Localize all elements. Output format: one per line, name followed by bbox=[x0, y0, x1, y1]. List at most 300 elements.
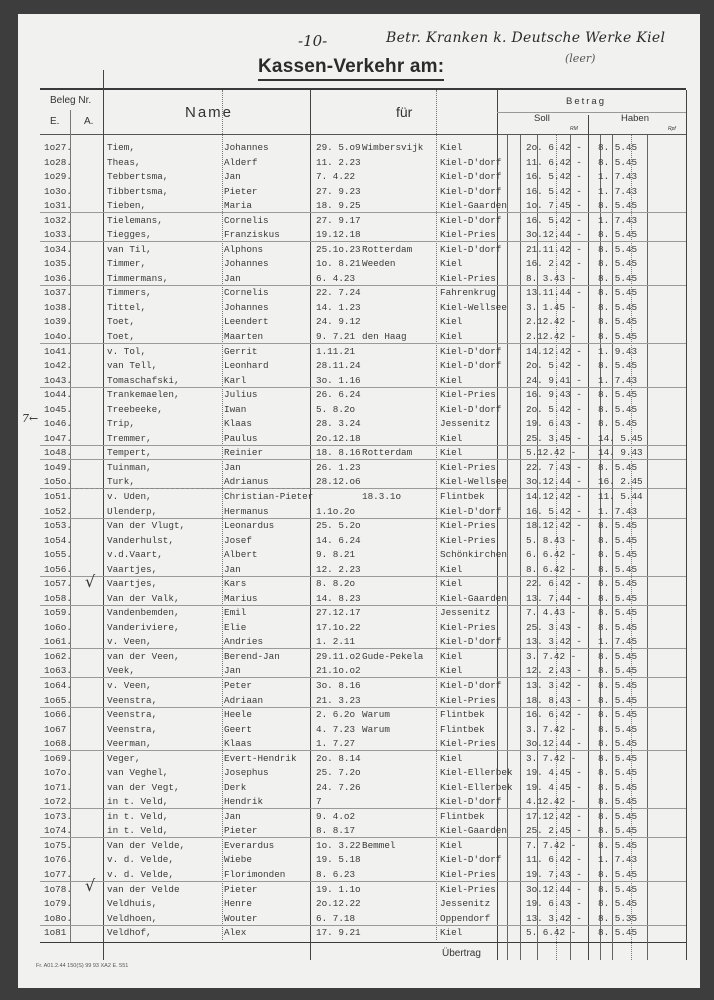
ledger-row bbox=[0, 621, 714, 635]
haben-amount: 8. 5.45 bbox=[598, 665, 638, 677]
given-name: Peter bbox=[224, 679, 252, 691]
residence: Flintbek bbox=[440, 723, 485, 735]
birth-date: 2o.12.22 bbox=[316, 898, 361, 910]
residence: Kiel-D'dorf bbox=[440, 403, 502, 415]
soll-amount: 19. 7.43 - bbox=[526, 869, 582, 880]
haben-amount: 8. 5.45 bbox=[598, 243, 638, 255]
residence: Fahrenkrug bbox=[440, 287, 496, 299]
haben-amount: 14. 5.45 bbox=[598, 432, 643, 444]
ledger-row bbox=[0, 563, 714, 577]
haben-amount: 1. 7.43 bbox=[598, 214, 638, 226]
residence: Kiel-D'dorf bbox=[440, 214, 502, 226]
haben-amount: 8. 5.45 bbox=[598, 927, 638, 939]
given-name: Cornelis bbox=[224, 214, 269, 226]
haben-amount: 8. 5.45 bbox=[598, 694, 638, 706]
given-name: Andries bbox=[224, 636, 264, 648]
surname: Timmers, bbox=[107, 287, 152, 299]
haben-amount: 8. 5.35 bbox=[598, 912, 638, 924]
birth-date: 27. 9.17 bbox=[316, 214, 361, 226]
surname: Treebeeke, bbox=[107, 403, 163, 415]
surname: in t. Veld, bbox=[107, 810, 169, 822]
beleg-number: 1o42. bbox=[44, 360, 72, 372]
given-name: Adrianus bbox=[224, 476, 269, 488]
soll-amount: 22. 6.42 - bbox=[526, 578, 582, 590]
ledger-row bbox=[0, 839, 714, 853]
birth-date: 11. 2.23 bbox=[316, 156, 361, 168]
beleg-number: 1o49. bbox=[44, 461, 72, 473]
beleg-number: 1o73. bbox=[44, 810, 72, 822]
surname: Veek, bbox=[107, 665, 135, 677]
haben-amount: 8. 5.45 bbox=[598, 796, 638, 808]
surname: v. Veen, bbox=[107, 636, 152, 648]
soll-unit-label: RM bbox=[570, 126, 578, 132]
soll-amount: 13. 3.42 - bbox=[526, 912, 582, 924]
soll-amount: 3o.12.44 - bbox=[526, 476, 582, 488]
residence: Jessenitz bbox=[440, 418, 491, 430]
ledger-row bbox=[0, 752, 714, 766]
given-name: Marius bbox=[224, 592, 258, 604]
haben-amount: 1. 7.43 bbox=[598, 854, 638, 866]
col-header-name: Name bbox=[185, 104, 234, 121]
birth-date: 14. 1.23 bbox=[316, 301, 361, 313]
birth-date: 2o.12.18 bbox=[316, 432, 361, 444]
surname: Vanderiviere, bbox=[107, 621, 180, 633]
haben-amount: 8. 5.45 bbox=[598, 156, 638, 168]
soll-amount: 16. 5.42 - bbox=[526, 185, 582, 197]
beleg-number: 1o28. bbox=[44, 156, 72, 168]
surname: Van der Vlugt, bbox=[107, 520, 186, 532]
given-name: Josephus bbox=[224, 767, 269, 779]
surname: Veenstra, bbox=[107, 723, 158, 735]
given-name: Berend-Jan bbox=[224, 650, 280, 662]
given-name: Franziskus bbox=[224, 229, 280, 241]
surname: Timmermans, bbox=[107, 272, 169, 284]
residence: Kiel-D'dorf bbox=[440, 360, 502, 372]
given-name: Alphons bbox=[224, 243, 264, 255]
ledger-row bbox=[0, 912, 714, 926]
given-name: Pieter bbox=[224, 185, 258, 197]
surname: Van der Velde, bbox=[107, 839, 186, 851]
given-name: Florimonden bbox=[224, 869, 286, 880]
ledger-row bbox=[0, 403, 714, 417]
birth-date: 26. 6.24 bbox=[316, 389, 361, 401]
beleg-number: 1o36. bbox=[44, 272, 72, 284]
beleg-number: 1o55. bbox=[44, 549, 72, 561]
birth-date: 3o. 1.16 bbox=[316, 374, 361, 386]
soll-amount: 11. 6.42 - bbox=[526, 854, 582, 866]
residence: Flintbek bbox=[440, 709, 485, 721]
given-name: Adriaan bbox=[224, 694, 264, 706]
residence: Kiel-Pries bbox=[440, 869, 496, 880]
ledger-row bbox=[0, 548, 714, 562]
surname: Vandenbemden, bbox=[107, 607, 180, 619]
birth-date: 6. 7.18 bbox=[316, 912, 356, 924]
haben-amount: 8. 5.45 bbox=[598, 578, 638, 590]
soll-amount: 16. 5.42 - bbox=[526, 171, 582, 183]
birth-date: 9. 7.21 bbox=[316, 331, 356, 343]
birth-date: 17. 9.21 bbox=[316, 927, 361, 939]
given-name: Johannes bbox=[224, 301, 269, 313]
birth-date: 29. 5.o9 bbox=[316, 142, 361, 153]
given-name: Heele bbox=[224, 709, 252, 721]
residence: Kiel bbox=[440, 578, 463, 590]
soll-amount: 25. 2.45 - bbox=[526, 825, 582, 837]
haben-amount: 8. 5.45 bbox=[598, 621, 638, 633]
haben-amount: 8. 5.45 bbox=[598, 723, 638, 735]
residence: Kiel bbox=[440, 839, 463, 851]
haben-amount: 8. 5.45 bbox=[598, 679, 638, 691]
residence: Kiel-D'dorf bbox=[440, 243, 502, 255]
birth-place: Warum bbox=[362, 723, 390, 735]
given-name: Alderf bbox=[224, 156, 258, 168]
residence: Kiel bbox=[440, 432, 463, 444]
birth-place: Bemmel bbox=[362, 839, 396, 851]
residence: Jessenitz bbox=[440, 607, 491, 619]
beleg-number: 1o41. bbox=[44, 345, 72, 357]
beleg-number: 1o8o. bbox=[44, 912, 72, 924]
birth-date: 28.11.24 bbox=[316, 360, 361, 372]
residence: Kiel-D'dorf bbox=[440, 345, 502, 357]
soll-amount: 7. 4.43 - bbox=[526, 607, 577, 619]
given-name: Paulus bbox=[224, 432, 258, 444]
surname: in t. Veld, bbox=[107, 825, 169, 837]
birth-place: 18.3.1o bbox=[362, 490, 402, 502]
residence: Kiel-Pries bbox=[440, 534, 496, 546]
beleg-number: 1o54. bbox=[44, 534, 72, 546]
surname: Veldhuis, bbox=[107, 898, 158, 910]
given-name: Karl bbox=[224, 374, 247, 386]
ledger-row bbox=[0, 737, 714, 751]
surname: Tiem, bbox=[107, 142, 135, 153]
soll-amount: 3. 7.42 - bbox=[526, 752, 577, 764]
residence: Kiel-D'dorf bbox=[440, 636, 502, 648]
soll-amount: 13. 3.42 - bbox=[526, 679, 582, 691]
beleg-number: 1o43. bbox=[44, 374, 72, 386]
margin-mark: 7← bbox=[22, 412, 39, 425]
given-name: Reinier bbox=[224, 447, 264, 459]
birth-date: 28.12.o6 bbox=[316, 476, 361, 488]
print-code: Fr. A01.2.44 150(S) 99 93 XA2 E. 551 bbox=[36, 963, 129, 969]
residence: Kiel bbox=[440, 927, 463, 939]
betrag-sub-rule bbox=[497, 112, 686, 113]
birth-date: 25.1o.23 bbox=[316, 243, 361, 255]
haben-amount: 1. 7.43 bbox=[598, 374, 638, 386]
surname: Veldhof, bbox=[107, 927, 152, 939]
haben-amount: 8. 5.45 bbox=[598, 461, 638, 473]
soll-amount: 16. 5.42 - bbox=[526, 505, 582, 517]
ledger-row bbox=[0, 853, 714, 867]
birth-date: 7. 4.22 bbox=[316, 171, 356, 183]
ledger-row bbox=[0, 315, 714, 329]
haben-amount: 11. 5.44 bbox=[598, 490, 643, 502]
haben-amount: 16. 2.45 bbox=[598, 476, 643, 488]
residence: Kiel bbox=[440, 258, 463, 270]
birth-place: Warum bbox=[362, 709, 390, 721]
given-name: Everardus bbox=[224, 839, 275, 851]
birth-date: 7 bbox=[316, 796, 322, 808]
header-bottom-rule bbox=[40, 134, 686, 135]
beleg-number: 1o64. bbox=[44, 679, 72, 691]
residence: Kiel-Pries bbox=[440, 694, 496, 706]
soll-amount: 22. 7.43 - bbox=[526, 461, 582, 473]
beleg-number: 1o5o. bbox=[44, 476, 72, 488]
soll-amount: 2o. 5.42 - bbox=[526, 403, 582, 415]
soll-amount: 19. 6.43 - bbox=[526, 418, 582, 430]
given-name: Evert-Hendrik bbox=[224, 752, 297, 764]
soll-amount: 25. 3.45 - bbox=[526, 432, 582, 444]
haben-amount: 8. 5.45 bbox=[598, 563, 638, 575]
ledger-row bbox=[0, 635, 714, 649]
ledger-row bbox=[0, 824, 714, 838]
surname: Tempert, bbox=[107, 447, 152, 459]
beleg-number: 1o71. bbox=[44, 781, 72, 793]
soll-amount: 16. 6.42 - bbox=[526, 709, 582, 721]
given-name: Pieter bbox=[224, 825, 258, 837]
ledger-row bbox=[0, 883, 714, 897]
residence: Kiel bbox=[440, 331, 463, 343]
ledger-row bbox=[0, 810, 714, 824]
given-name: Iwan bbox=[224, 403, 247, 415]
birth-date: 2. 6.2o bbox=[316, 709, 356, 721]
ledger-row bbox=[0, 417, 714, 431]
residence: Schönkirchen bbox=[440, 549, 507, 561]
residence: Kiel-D'dorf bbox=[440, 854, 502, 866]
ledger-row bbox=[0, 766, 714, 780]
ledger-row bbox=[0, 650, 714, 664]
haben-amount: 8. 5.45 bbox=[598, 607, 638, 619]
birth-date: 1.1o.2o bbox=[316, 505, 356, 517]
soll-amount: 19. 4.45 - bbox=[526, 767, 582, 779]
soll-amount: 2o. 6.42 - bbox=[526, 142, 582, 153]
haben-amount: 1. 7.45 bbox=[598, 636, 638, 648]
given-name: Geert bbox=[224, 723, 252, 735]
col-header-e: E. bbox=[50, 116, 60, 127]
ledger-row bbox=[0, 926, 714, 940]
haben-amount: 8. 5.45 bbox=[598, 331, 638, 343]
soll-amount: 13. 3.42 - bbox=[526, 636, 582, 648]
ledger-row bbox=[0, 272, 714, 286]
ledger-row bbox=[0, 694, 714, 708]
haben-amount: 8. 5.45 bbox=[598, 883, 638, 895]
beleg-number: 1o33. bbox=[44, 229, 72, 241]
beleg-number: 1o62. bbox=[44, 650, 72, 662]
birth-date: 9. 8.21 bbox=[316, 549, 356, 561]
haben-unit-label: Rpf bbox=[668, 126, 676, 132]
residence: Flintbek bbox=[440, 810, 485, 822]
beleg-number: 1o53. bbox=[44, 520, 72, 532]
surname: Trankemaelen, bbox=[107, 389, 180, 401]
ledger-row bbox=[0, 156, 714, 170]
beleg-number: 1o52. bbox=[44, 505, 72, 517]
surname: Toet, bbox=[107, 316, 135, 328]
ledger-row bbox=[0, 490, 714, 504]
soll-amount: 3o.12.44 - bbox=[526, 738, 582, 750]
residence: Kiel-Gaarden bbox=[440, 825, 507, 837]
surname: van der Velde bbox=[107, 883, 180, 895]
surname: Veenstra, bbox=[107, 694, 158, 706]
beleg-number: 1o31. bbox=[44, 200, 72, 212]
soll-amount: 3. 1.45 - bbox=[526, 301, 577, 313]
soll-amount: 8. 6.42 - bbox=[526, 563, 577, 575]
ledger-row bbox=[0, 359, 714, 373]
surname: van Veghel, bbox=[107, 767, 169, 779]
birth-date: 18. 9.25 bbox=[316, 200, 361, 212]
birth-date: 4. 7.23 bbox=[316, 723, 356, 735]
surname: Veldhoen, bbox=[107, 912, 158, 924]
surname: Tittel, bbox=[107, 301, 147, 313]
given-name: Pieter bbox=[224, 883, 258, 895]
birth-date: 19. 1.1o bbox=[316, 883, 361, 895]
beleg-number: 1o29. bbox=[44, 171, 72, 183]
beleg-number: 1o68. bbox=[44, 738, 72, 750]
handwritten-subnote: (leer) bbox=[565, 52, 596, 65]
haben-amount: 8. 5.45 bbox=[598, 767, 638, 779]
ledger-row bbox=[0, 592, 714, 606]
surname: Tieben, bbox=[107, 200, 147, 212]
residence: Kiel-D'dorf bbox=[440, 185, 502, 197]
ledger-row bbox=[0, 345, 714, 359]
soll-amount: 1o. 7.45 - bbox=[526, 200, 582, 212]
soll-amount: 24. 9.41 - bbox=[526, 374, 582, 386]
beleg-number: 1o39. bbox=[44, 316, 72, 328]
residence: Jessenitz bbox=[440, 898, 491, 910]
haben-amount: 8. 5.45 bbox=[598, 839, 638, 851]
birth-date: 26. 1.23 bbox=[316, 461, 361, 473]
soll-amount: 4.12.42 - bbox=[526, 796, 577, 808]
haben-amount: 8. 5.45 bbox=[598, 316, 638, 328]
birth-date: 8. 8.2o bbox=[316, 578, 356, 590]
birth-date: 12. 2.23 bbox=[316, 563, 361, 575]
ledger-row bbox=[0, 461, 714, 475]
beleg-number: 1o48. bbox=[44, 447, 72, 459]
residence: Kiel bbox=[440, 563, 463, 575]
residence: Kiel-Pries bbox=[440, 738, 496, 750]
haben-amount: 8. 5.45 bbox=[598, 810, 638, 822]
ledger-row bbox=[0, 141, 714, 155]
birth-date: 17.1o.22 bbox=[316, 621, 361, 633]
given-name: Maria bbox=[224, 200, 252, 212]
residence: Flintbek bbox=[440, 490, 485, 502]
given-name: Johannes bbox=[224, 142, 269, 153]
surname: van der Vegt, bbox=[107, 781, 180, 793]
birth-date: 1. 7.27 bbox=[316, 738, 356, 750]
birth-place: Wimbersvijk bbox=[362, 142, 424, 153]
beleg-number: 1o57. bbox=[44, 578, 72, 590]
haben-amount: 8. 5.45 bbox=[598, 360, 638, 372]
soll-amount: 19. 4.45 - bbox=[526, 781, 582, 793]
birth-date: 27. 9.23 bbox=[316, 185, 361, 197]
col-header-fuer: für bbox=[396, 104, 413, 120]
residence: Kiel bbox=[440, 316, 463, 328]
ledger-row bbox=[0, 228, 714, 242]
beleg-number: 1o3o. bbox=[44, 185, 72, 197]
surname: Turk, bbox=[107, 476, 135, 488]
soll-amount: 16. 5.42 - bbox=[526, 214, 582, 226]
ledger-row bbox=[0, 897, 714, 911]
birth-place: den Haag bbox=[362, 331, 407, 343]
beleg-number: 1o81 bbox=[44, 927, 67, 939]
haben-amount: 8. 5.45 bbox=[598, 752, 638, 764]
haben-amount: 8. 5.45 bbox=[598, 592, 638, 604]
beleg-number: 1o47. bbox=[44, 432, 72, 444]
birth-place: Weeden bbox=[362, 258, 396, 270]
given-name: Maarten bbox=[224, 331, 264, 343]
haben-amount: 14. 9.43 bbox=[598, 447, 643, 459]
birth-date: 22. 7.24 bbox=[316, 287, 361, 299]
page-title: Kassen-Verkehr am: bbox=[258, 56, 444, 81]
residence: Kiel bbox=[440, 665, 463, 677]
ledger-row bbox=[0, 795, 714, 809]
soll-amount: 5. 8.43 - bbox=[526, 534, 577, 546]
beleg-number: 1o75. bbox=[44, 839, 72, 851]
uebertrag-label: Übertrag bbox=[442, 948, 481, 959]
given-name: Cornelis bbox=[224, 287, 269, 299]
given-name: Leendert bbox=[224, 316, 269, 328]
haben-amount: 8. 5.45 bbox=[598, 229, 638, 241]
given-name: Jan bbox=[224, 461, 241, 473]
soll-amount: 16. 9.43 - bbox=[526, 389, 582, 401]
given-name: Jan bbox=[224, 563, 241, 575]
given-name: Klaas bbox=[224, 418, 252, 430]
given-name: Alex bbox=[224, 927, 247, 939]
ledger-row bbox=[0, 243, 714, 257]
surname: van Til, bbox=[107, 243, 152, 255]
surname: Toet, bbox=[107, 331, 135, 343]
residence: Kiel-Pries bbox=[440, 621, 496, 633]
birth-place: Rotterdam bbox=[362, 447, 413, 459]
residence: Kiel bbox=[440, 447, 463, 459]
haben-amount: 1. 7.43 bbox=[598, 171, 638, 183]
residence: Kiel-Ellerbek bbox=[440, 767, 513, 779]
ledger-row bbox=[0, 286, 714, 300]
birth-date: 19. 5.18 bbox=[316, 854, 361, 866]
beleg-number: 1o38. bbox=[44, 301, 72, 313]
col-header-beleg: Beleg Nr. bbox=[50, 95, 92, 106]
ledger-row bbox=[0, 257, 714, 271]
col-header-haben: Haben bbox=[621, 113, 649, 124]
residence: Kiel-Pries bbox=[440, 389, 496, 401]
haben-amount: 8. 5.45 bbox=[598, 258, 638, 270]
beleg-number: 1o27. bbox=[44, 142, 72, 153]
given-name: Jan bbox=[224, 810, 241, 822]
residence: Kiel bbox=[440, 142, 463, 153]
birth-date: 21. 3.23 bbox=[316, 694, 361, 706]
col-header-soll: Soll bbox=[534, 113, 550, 124]
beleg-number: 1o34. bbox=[44, 243, 72, 255]
beleg-number: 1o4o. bbox=[44, 331, 72, 343]
residence: Kiel-Pries bbox=[440, 883, 496, 895]
residence: Kiel-D'dorf bbox=[440, 171, 502, 183]
birth-date: 5. 8.2o bbox=[316, 403, 356, 415]
residence: Kiel-Ellerbek bbox=[440, 781, 513, 793]
beleg-number: 1o45. bbox=[44, 403, 72, 415]
residence: Kiel bbox=[440, 752, 463, 764]
soll-amount: 7. 7.42 - bbox=[526, 839, 577, 851]
table-top-rule bbox=[40, 88, 686, 90]
soll-amount: 12. 2.43 - bbox=[526, 665, 582, 677]
birth-date: 24. 7.26 bbox=[316, 781, 361, 793]
residence: Kiel-Gaarden bbox=[440, 200, 507, 212]
beleg-number: 1o79. bbox=[44, 898, 72, 910]
surname: Theas, bbox=[107, 156, 141, 168]
haben-amount: 8. 5.45 bbox=[598, 781, 638, 793]
haben-amount: 8. 5.45 bbox=[598, 549, 638, 561]
beleg-number: 1o76. bbox=[44, 854, 72, 866]
ledger-row bbox=[0, 708, 714, 722]
ledger-row bbox=[0, 534, 714, 548]
soll-amount: 19. 6.43 - bbox=[526, 898, 582, 910]
surname: v. Uden, bbox=[107, 490, 152, 502]
